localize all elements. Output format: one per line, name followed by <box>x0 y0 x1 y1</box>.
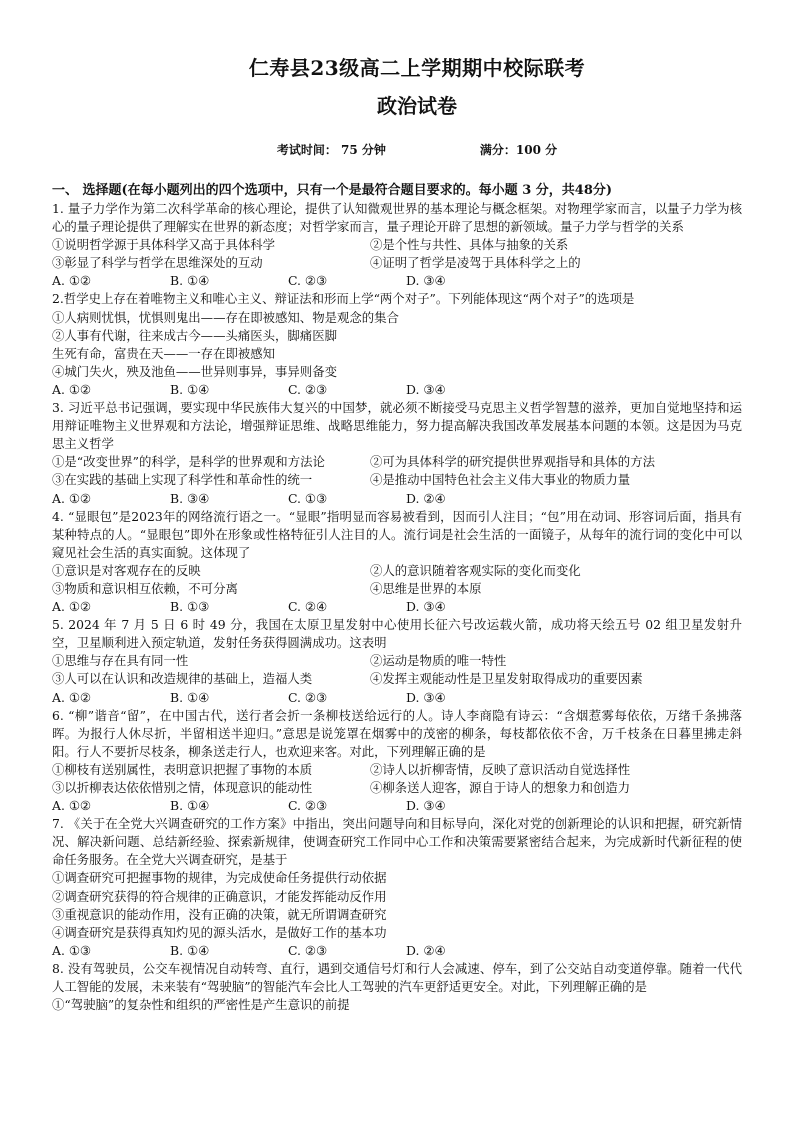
answer-choice: A. ①② <box>52 689 92 705</box>
option-statement: ②是个性与共性、具体与抽象的关系 <box>370 237 569 253</box>
exam-info <box>92 142 742 158</box>
answer-choice: C. ①③ <box>288 490 328 506</box>
option-statement: ①意识是对客观存在的反映 <box>52 562 201 578</box>
answer-choice: D. ②④ <box>406 942 446 958</box>
option-statement: ①说明哲学源于具体科学又高于具体科学 <box>52 237 276 253</box>
option-statement: ④思维是世界的本原 <box>370 580 482 596</box>
option-statement: ②可为具体科学的研究提供世界观指导和具体的方法 <box>370 454 655 470</box>
option-statement: ①人病则忧惧，忧惧则鬼出——存在即被感知、物是观念的集合 <box>52 309 399 325</box>
answer-choice: C. ②③ <box>288 942 328 958</box>
option-statement: ③彰显了科学与哲学在思维深处的互动 <box>52 255 263 271</box>
question-7 <box>52 815 742 960</box>
answer-choice: D. ③④ <box>406 689 446 705</box>
answer-choice: A. ①② <box>52 273 92 289</box>
answer-choice: B. ①④ <box>170 381 210 397</box>
question-stem: 8. 没有驾驶员，公交车视情况自动转弯、直行，遇到交通信号灯和行人会减速、停车，到了公交站自动变道停靠。随着一代代人工智能的发展，未来装有“驾驶脑”的智能汽车会比人工驾驶的汽车更舒适更安全。对此，下列理解正确的是 <box>52 960 742 995</box>
answer-choice: C. ②③ <box>288 381 328 397</box>
answer-choice: B. ①④ <box>170 798 210 814</box>
question-list <box>52 200 742 1014</box>
question-stem: 7. 《关于在全党大兴调查研究的工作方案》中指出，突出问题导向和目标导向，深化对党的创新理论的认识和把握，研究新情况、解决新问题、总结新经验、探索新规律，使调查研究工作同中心工作和决策需要紧密结合起来，为完成新时代新征程的使命任务服务。在全党大兴调查研究，是基于 <box>52 816 742 868</box>
option-statement: ④调查研究是获得真知灼见的源头活水，是做好工作的基本功 <box>52 924 387 940</box>
answer-choice: A. ①② <box>52 599 92 615</box>
option-statement: ③人可以在认识和改造规律的基础上，造福人类 <box>52 671 313 687</box>
answer-choice: B. ③④ <box>170 490 210 506</box>
question-2 <box>52 290 742 399</box>
answer-choice: D. ②④ <box>406 490 446 506</box>
answer-choice: D. ③④ <box>406 798 446 814</box>
answer-choice: C. ②③ <box>288 273 328 289</box>
option-row <box>52 471 742 489</box>
option-statement: ②调查研究获得的符合规律的正确意识，才能发挥能动反作用 <box>52 888 387 904</box>
option-statement: ④城门失火，殃及池鱼——世异则事异，事异则备变 <box>52 363 337 379</box>
answer-choices <box>52 797 742 815</box>
full-score: 满分：100 分 <box>479 143 558 157</box>
option-statement: ④证明了哲学是凌驾于具体科学之上的 <box>370 255 581 271</box>
option-row <box>52 652 742 670</box>
answer-choices <box>52 598 742 616</box>
option-statement: ①柳枝有送别属性，表明意识把握了事物的本质 <box>52 761 313 777</box>
option-statement: ③重视意识的能动作用，没有正确的决策，就无所谓调查研究 <box>52 906 387 922</box>
question-8 <box>52 960 742 1014</box>
question-stem: 5. 2024 年 7 月 5 日 6 时 49 分，我国在太原卫星发射中心使用长征六号改运载火箭，成功将天绘五号 02 组卫星发射升空，卫星顺利进入预定轨道，发射任务获得圆满成功。这表明 <box>52 617 742 651</box>
question-stem: 3. 习近平总书记强调，要实现中华民族伟大复兴的中国梦，就必须不断接受马克思主义哲学智慧的滋养，更加自觉地坚持和运用辩证唯物主义世界观和方法论，增强辩证思维、战略思维能力，努力提高解决我国改革发展基本问题的本领。这是因为马克思主义哲学 <box>52 400 742 452</box>
exam-title: 仁寿县23级高二上学期期中校际联考 <box>248 56 586 80</box>
question-stem: 2.哲学史上存在着唯物主义和唯心主义、辩证法和形而上学“两个对子”。下列能体现这“两个对子”的选项是 <box>52 291 635 307</box>
option-statement: ②运动是物质的唯一特性 <box>370 653 507 669</box>
answer-choice: B. ①③ <box>170 599 210 615</box>
option-row <box>52 670 742 688</box>
question-stem: 1. 量子力学作为第二次科学革命的核心理论，提供了认知微观世界的基本理论与概念框架。对物理学家而言，以量子力学为核心的量子理论提供了理解实在世界的新态度；对哲学家而言，量子理论开辟了思想的新领域。量子力学与哲学的关系 <box>52 201 742 235</box>
question-stem: 4. “显眼包”是2023年的网络流行语之一。“显眼”指明显而容易被看到，因而引人注目；“包”用在动词、形容词后面，指具有某种特点的人。“显眼包”即外在形象或性格特征引人注目的人。流行词是社会生活的一面镜子，从每年的流行词的变化中可以窥见社会生活的真实面貌。这体现了 <box>52 508 742 560</box>
option-statement: ②人事有代谢，往来成古今——头痛医头，脚痛医脚 <box>52 327 337 343</box>
answer-choice: A. ①② <box>52 798 92 814</box>
answer-choice: D. ③④ <box>406 599 446 615</box>
answer-choice: A. ①③ <box>52 942 92 958</box>
option-statement: ③以折柳表达依依惜别之情，体现意识的能动性 <box>52 780 313 795</box>
question-1 <box>52 200 742 290</box>
question-5 <box>52 616 742 706</box>
option-statement: ②诗人以折柳寄情，反映了意识活动自觉选择性 <box>370 761 631 777</box>
question-stem: 6. “柳”谐音“留”，在中国古代，送行者会折一条柳枝送给远行的人。诗人李商隐有诗云：“含烟惹雾每依依，万绪千条拂落晖。为报行人休尽折，半留相送半迎归。”意思是说笼罩在烟雾中的茂密的柳条，每枝都依依不舍，万千枝条在日暮里拂走斜阳。行人不要折尽枝条，柳条送走行人，也欢迎来客。对此，下列理解正确的是 <box>52 707 742 759</box>
option-statement: ③在实践的基础上实现了科学性和革命性的统一 <box>52 472 313 488</box>
answer-choice: B. ①④ <box>170 689 210 705</box>
option-statement: 生死有命，富贵在天——一存在即被感知 <box>52 345 276 361</box>
option-statement: ①调查研究可把握事物的规律，为完成使命任务提供行动依据 <box>52 870 387 886</box>
answer-choices <box>52 689 742 707</box>
option-row <box>52 761 742 779</box>
exam-subtitle: 政治试卷 <box>377 94 457 118</box>
exam-time: 考试时间： 75 分钟 <box>276 143 386 157</box>
option-statement: ④柳条送人迎客，源自于诗人的想象力和创造力 <box>370 780 631 795</box>
section-heading: 一、 选择题(在每小题列出的四个选项中，只有一个是最符合题目要求的。每小题 3 分，共48分) <box>52 183 613 198</box>
option-statement: ①是“改变世界”的科学，是科学的世界观和方法论 <box>52 454 325 470</box>
question-3 <box>52 399 742 508</box>
answer-choice: C. ②③ <box>288 689 328 705</box>
answer-choices <box>52 942 742 960</box>
answer-choice: B. ①④ <box>170 942 210 958</box>
answer-choice: D. ③④ <box>406 273 446 289</box>
option-row <box>52 580 742 598</box>
option-statement: ③物质和意识相互依赖，不可分离 <box>52 580 238 596</box>
option-row <box>52 453 742 471</box>
exam-page <box>52 56 742 1014</box>
answer-choice: C. ②④ <box>288 599 328 615</box>
answer-choice: A. ①② <box>52 381 92 397</box>
answer-choice: B. ①④ <box>170 273 210 289</box>
option-row <box>52 236 742 254</box>
option-statement: ④发挥主观能动性是卫星发射取得成功的重要因素 <box>370 671 643 687</box>
answer-choices <box>52 381 742 399</box>
option-statement: ①思维与存在具有同一性 <box>52 653 189 669</box>
question-6 <box>52 707 742 816</box>
question-4 <box>52 508 742 617</box>
option-statement: ②人的意识随着客观实际的变化而变化 <box>370 562 581 578</box>
option-row <box>52 779 742 797</box>
option-row <box>52 562 742 580</box>
option-statement: ①“驾驶脑”的复杂性和组织的严密性是产生意识的前提 <box>52 997 350 1013</box>
option-statement: ④是推动中国特色社会主义伟大事业的物质力量 <box>370 472 631 488</box>
answer-choices <box>52 272 742 290</box>
answer-choice: A. ①② <box>52 490 92 506</box>
answer-choices <box>52 490 742 508</box>
answer-choice: D. ③④ <box>406 381 446 397</box>
option-row <box>52 254 742 272</box>
answer-choice: C. ②③ <box>288 798 328 814</box>
